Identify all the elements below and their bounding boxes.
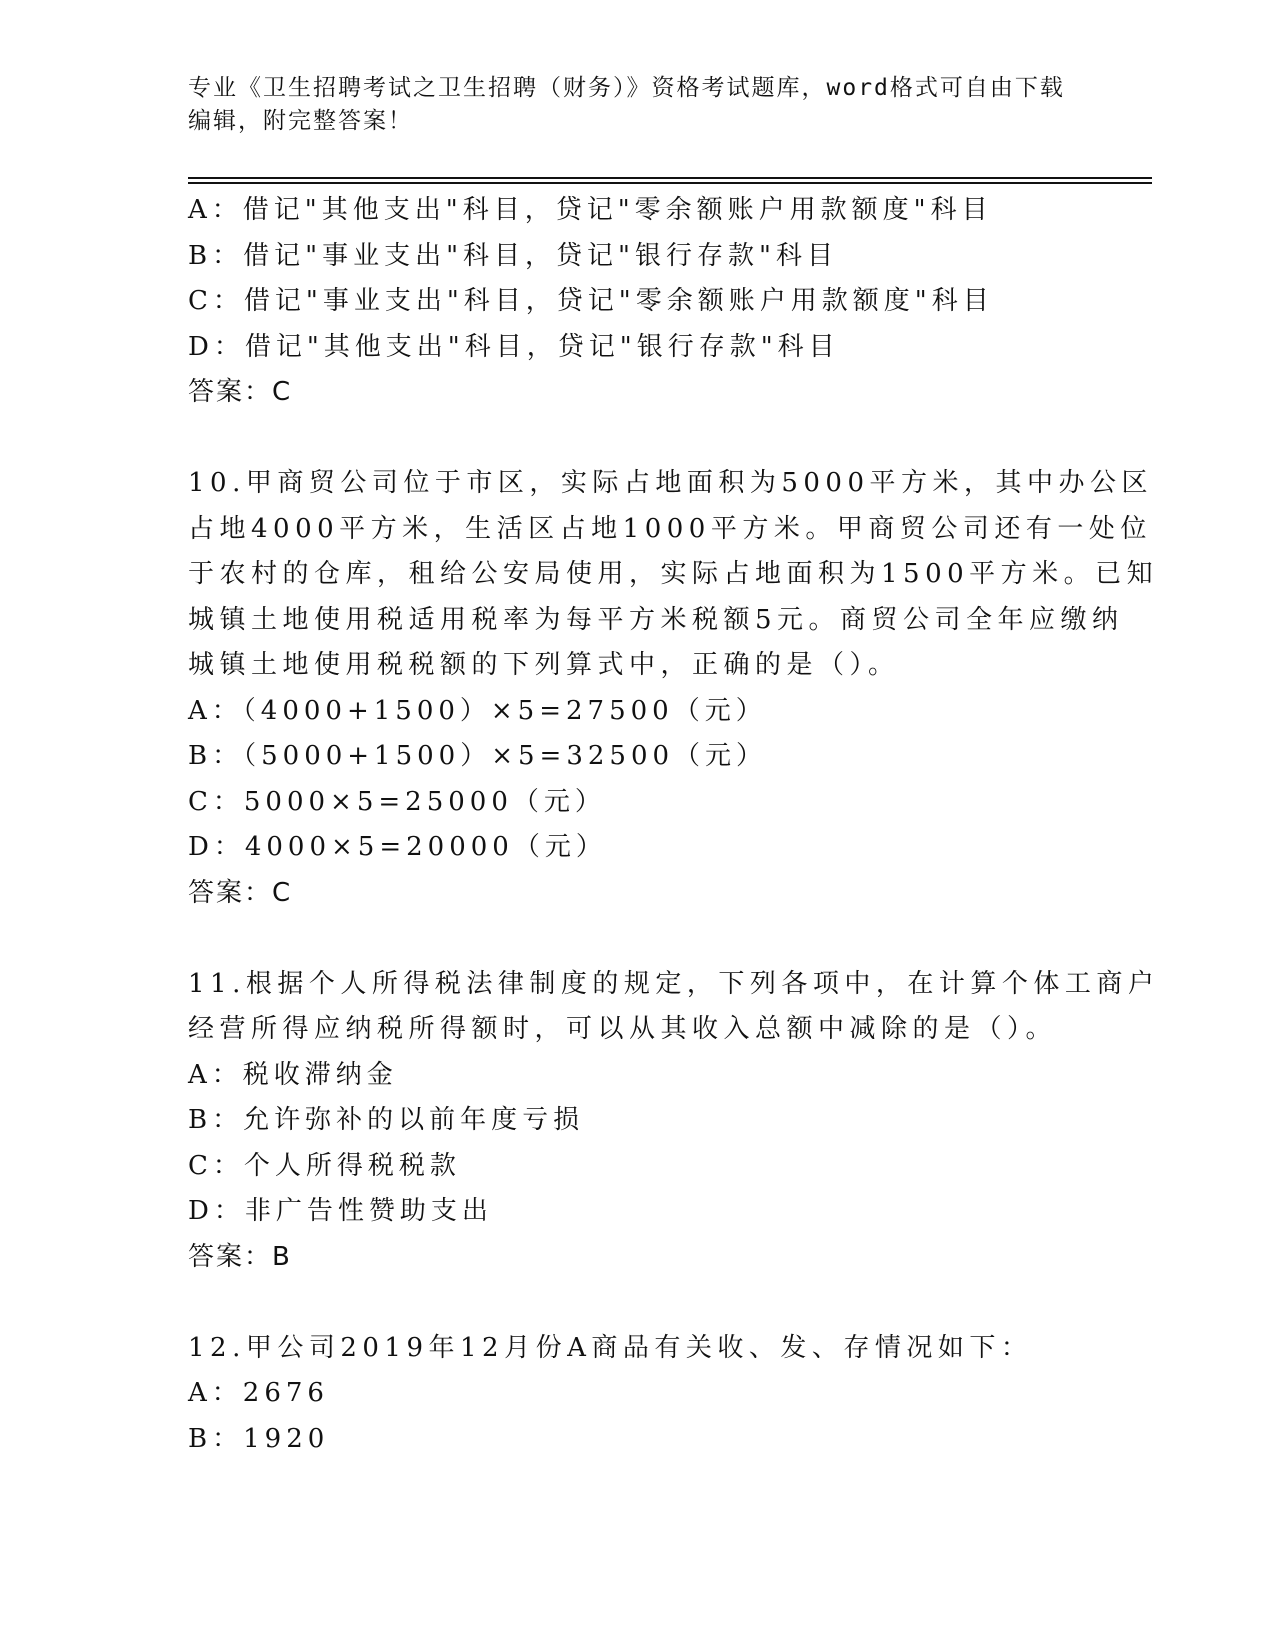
option-d: D：4000×5=20000（元） bbox=[188, 832, 607, 862]
answer-line: 答案：C bbox=[188, 877, 293, 908]
option-b: B：1920 bbox=[188, 1423, 330, 1454]
option-a: A：2676 bbox=[188, 1378, 329, 1408]
stem-line: 城镇土地使用税税额的下列算式中，正确的是（）。 bbox=[188, 650, 900, 680]
stem-line: 城镇土地使用税适用税率为每平方米税额5元。商贸公司全年应缴纳 bbox=[188, 604, 1124, 635]
question-list bbox=[188, 188, 1160, 1462]
option-a: A：借记"其他支出"科目，贷记"零余额账户用款额度"科目 bbox=[188, 195, 993, 225]
answer-line: 答案：C bbox=[188, 377, 293, 407]
stem-line: 10.甲商贸公司位于市区，实际占地面积为5000平方米，其中办公区 bbox=[188, 468, 1154, 498]
question-stem bbox=[188, 1326, 1088, 1372]
question-stem bbox=[188, 962, 1160, 1053]
stem-line: 经营所得应纳税所得额时，可以从其收入总额中减除的是（）。 bbox=[188, 1014, 1058, 1044]
spacer bbox=[188, 916, 1088, 962]
question-11 bbox=[188, 962, 1160, 1281]
option-c: C：借记"事业支出"科目，贷记"零余额账户用款额度"科目 bbox=[188, 286, 994, 316]
stem-line: 11.根据个人所得税法律制度的规定，下列各项中，在计算个体工商户 bbox=[188, 968, 1160, 999]
option-a: A：税收滞纳金 bbox=[188, 1059, 398, 1090]
header-divider-top bbox=[188, 177, 1152, 179]
option-d: D：借记"其他支出"科目，贷记"银行存款"科目 bbox=[188, 331, 840, 362]
option-d: D：非广告性赞助支出 bbox=[188, 1196, 493, 1226]
option-c: C：个人所得税税款 bbox=[188, 1150, 461, 1181]
spacer bbox=[188, 416, 1088, 462]
header-title-line-1: 专业《卫生招聘考试之卫生招聘（财务）》资格考试题库，word格式可自由下载 bbox=[188, 75, 1065, 101]
stem-line: 12.甲公司2019年12月份A商品有关收、发、存情况如下： bbox=[188, 1332, 1033, 1363]
spacer bbox=[188, 1280, 1088, 1326]
answer-line: 答案：B bbox=[188, 1241, 292, 1272]
option-c: C：5000×5=25000（元） bbox=[188, 786, 606, 817]
question-stem bbox=[188, 461, 1159, 689]
question-9 bbox=[188, 188, 1088, 416]
option-b: B：（5000+1500）×5=32500（元） bbox=[188, 741, 768, 771]
option-a: A：（4000+1500）×5=27500（元） bbox=[188, 695, 767, 726]
header-divider-bottom bbox=[188, 182, 1152, 184]
header-title-line-2: 编辑，附完整答案！ bbox=[188, 108, 413, 134]
stem-line: 占地4000平方米，生活区占地1000平方米。甲商贸公司还有一处位 bbox=[188, 513, 1152, 544]
question-12 bbox=[188, 1326, 1088, 1463]
stem-line: 于农村的仓库，租给公安局使用，实际占地面积为1500平方米。已知 bbox=[188, 559, 1159, 589]
question-10 bbox=[188, 461, 1159, 916]
option-b: B：允许弥补的以前年度亏损 bbox=[188, 1105, 585, 1135]
document-header bbox=[188, 72, 1088, 138]
option-b: B：借记"事业支出"科目，贷记"银行存款"科目 bbox=[188, 240, 838, 271]
